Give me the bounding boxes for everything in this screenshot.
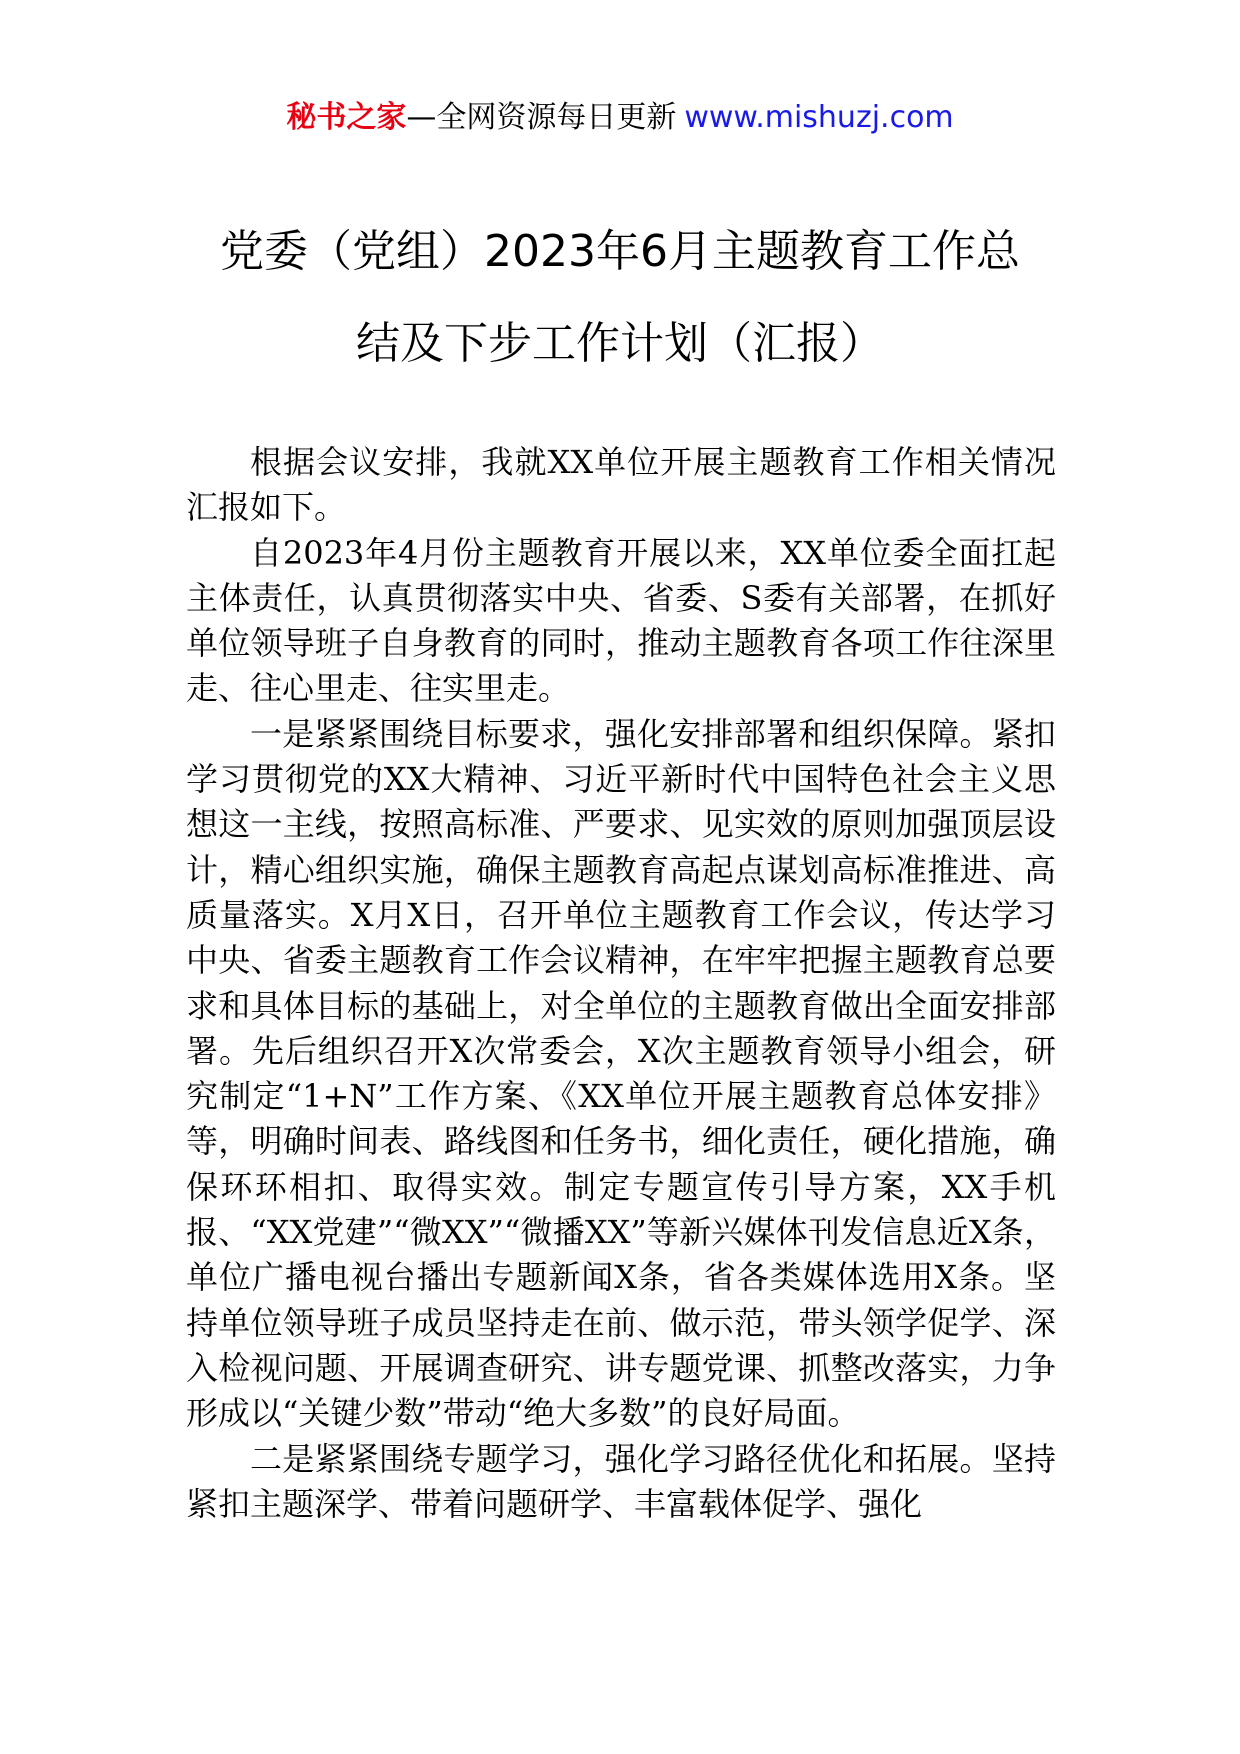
body-paragraph: 二是紧紧围绕专题学习，强化学习路径优化和拓展。坚持紧扣主题深学、带着问题研学、丰富载体促学、强化 xyxy=(186,1439,1056,1523)
body-paragraph: 自2023年4月份主题教育开展以来，XX单位委全面扛起主体责任，认真贯彻落实中央、省委、S委有关部署，在抓好单位领导班子自身教育的同时，推动主题教育各项工作往深里走、往心里走、往实里走。 xyxy=(186,533,1056,708)
site-tagline: —全网资源每日更新 xyxy=(406,100,677,135)
site-header xyxy=(0,98,1240,138)
body-paragraph: 一是紧紧围绕目标要求，强化安排部署和组织保障。紧扣学习贯彻党的XX大精神、习近平新时代中国特色社会主义思想这一主线，按照高标准、严要求、见实效的原则加强顶层设计，精心组织实施，确保主题教育高起点谋划高标准推进、高质量落实。X月X日，召开单位主题教育工作会议，传达学习中央、省委主题教育工作会议精神，在牢牢把握主题教育总要求和具体目标的基础上，对全单位的主题教育做出全面安排部署。先后组织召开X次常委会，X次主题教育领导小组会，研究制定“1+N”工作方案、《XX单位开展主题教育总体安排》等，明确时间表、路线图和任务书，细化责任，硬化措施，确保环环相扣、取得实效。制定专题宣传引导方案，XX手机报、“XX党建”“微XX”“微播XX”等新兴媒体刊发信息近X条，单位广播电视台播出专题新闻X条，省各类媒体选用X条。坚持单位领导班子成员坚持走在前、做示范，带头领学促学、深入检视问题、开展调查研究、讲专题党课、抓整改落实，力争形成以“关键少数”带动“绝大多数”的良好局面。 xyxy=(186,714,1056,1433)
title-line-2: 结及下步工作计划（汇报） xyxy=(356,318,884,369)
body-paragraph: 根据会议安排，我就XX单位开展主题教育工作相关情况汇报如下。 xyxy=(186,443,1056,527)
document-title xyxy=(150,206,1090,390)
document-body xyxy=(186,440,1056,1527)
site-brand: 秘书之家 xyxy=(286,100,407,135)
title-line-1: 党委（党组）2023年6月主题教育工作总 xyxy=(220,226,1020,277)
site-url-link[interactable]: www.mishuzj.com xyxy=(684,100,954,135)
